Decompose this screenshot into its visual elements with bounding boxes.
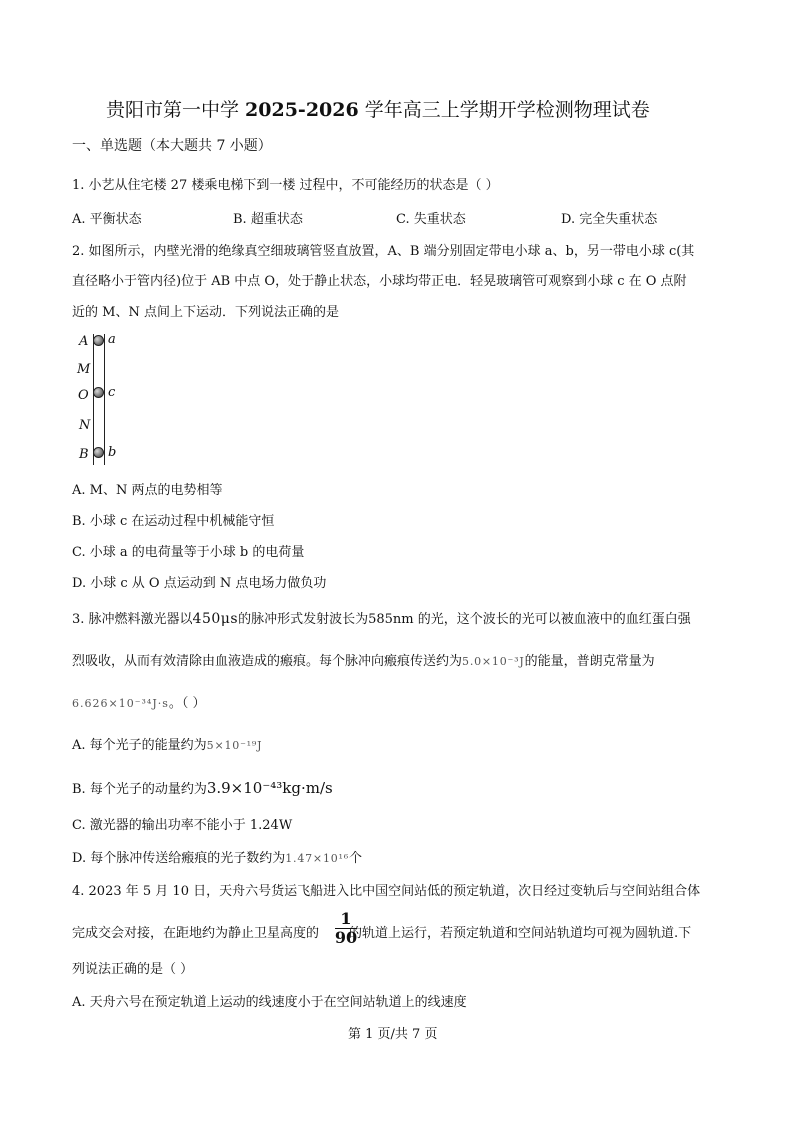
ball-a-icon (93, 335, 104, 346)
photon-momentum: 3.9×10⁻⁴³kg·m/s (206, 779, 333, 797)
tube-right-wall (104, 334, 105, 465)
question-4-line-1: 4. 2023 年 5 月 10 日，天舟六号货运飞船进入比中国空间站低的预定轨道，次日经过变轨后与空间站组合体 (72, 884, 701, 899)
label-a: a (108, 332, 116, 347)
question-3-line-3: 6.626×10⁻³⁴J·s。（ ） (72, 696, 206, 711)
page-title: 贵阳市第一中学 2025-2026 学年高三上学期开学检测物理试卷 (106, 99, 650, 121)
q4-option-a: A. 天舟六号在预定轨道上运动的线速度小于在空间站轨道上的线速度 (72, 995, 467, 1010)
ball-b-icon (93, 447, 104, 458)
q1-option-a: A. 平衡状态 (72, 212, 142, 227)
q1-option-d: D. 完全失重状态 (561, 212, 658, 227)
photon-count: 1.47×10¹⁶ (285, 852, 349, 865)
pulse-duration: 450μs (192, 611, 239, 627)
label-M: M (77, 362, 91, 377)
question-4-line-3: 列说法正确的是（ ） (72, 962, 194, 977)
page-footer: 第 1 页/共 7 页 (348, 1027, 438, 1042)
question-3-line-2: 烈吸收，从而有效清除由血液造成的瘢痕。每个脉冲向瘢痕传送约为5.0×10⁻³J的能量，普朗克常量为 (72, 654, 655, 669)
planck-constant: 6.626×10⁻³⁴J·s (72, 697, 169, 710)
q1-option-b: B. 超重状态 (233, 212, 303, 227)
question-2-line-2: 直径略小于管内径)位于 AB 中点 O，处于静止状态，小球均带正电．轻晃玻璃管可观察到小球 c 在 O 点附 (72, 274, 687, 289)
label-c: c (108, 385, 116, 400)
photon-energy: 5×10⁻¹⁹J (206, 739, 263, 752)
fraction-one-ninetieth (333, 910, 359, 947)
question-2-line-1: 2. 如图所示，内壁光滑的绝缘真空细玻璃管竖直放置，A、B 端分别固定带电小球 a、b，另一带电小球 c(其 (72, 244, 695, 259)
question-4-line-2: 完成交会对接，在距地约为静止卫星高度的 的轨道上运行，若预定轨道和空间站轨道均可视为圆轨道.下 (72, 926, 692, 941)
q3-option-d: D. 每个脉冲传送给瘢痕的光子数约为1.47×10¹⁶个 (72, 851, 362, 866)
question-1-stem: 1. 小艺从住宅楼 27 楼乘电梯下到一楼 过程中，不可能经历的状态是（ ） (72, 178, 499, 193)
section-heading: 一、单选题（本大题共 7 小题） (72, 138, 272, 154)
label-N: N (79, 418, 91, 433)
q2-option-c: C. 小球 a 的电荷量等于小球 b 的电荷量 (72, 545, 305, 560)
label-O: O (78, 388, 89, 403)
q1-option-c: C. 失重状态 (396, 212, 466, 227)
title-years: 2025-2026 (245, 99, 359, 121)
label-B: B (79, 447, 89, 462)
question-2-line-3: 近的 M、N 点间上下运动．下列说法正确的是 (72, 305, 339, 320)
q3-option-a: A. 每个光子的能量约为5×10⁻¹⁹J (72, 738, 263, 753)
q2-option-d: D. 小球 c 从 O 点运动到 N 点电场力做负功 (72, 576, 327, 591)
question-3-line-1: 3. 脉冲燃料激光器以450μs的脉冲形式发射波长为585nm 的光，这个波长的光可以被血液中的血红蛋白强 (72, 611, 691, 627)
label-A: A (79, 334, 89, 349)
q3-option-c: C. 激光器的输出功率不能小于 1.24W (72, 818, 293, 833)
tube-left-wall (93, 334, 94, 465)
q3-option-b: B. 每个光子的动量约为3.9×10⁻⁴³kg·m/s (72, 779, 333, 797)
q2-option-b: B. 小球 c 在运动过程中机械能守恒 (72, 514, 275, 529)
pulse-energy: 5.0×10⁻³J (462, 655, 525, 668)
ball-c-icon (93, 387, 104, 398)
fraction-denominator: 90 (334, 928, 358, 947)
label-b: b (108, 445, 117, 460)
fraction-numerator: 1 (340, 909, 352, 928)
q2-option-a: A. M、N 两点的电势相等 (72, 483, 223, 498)
